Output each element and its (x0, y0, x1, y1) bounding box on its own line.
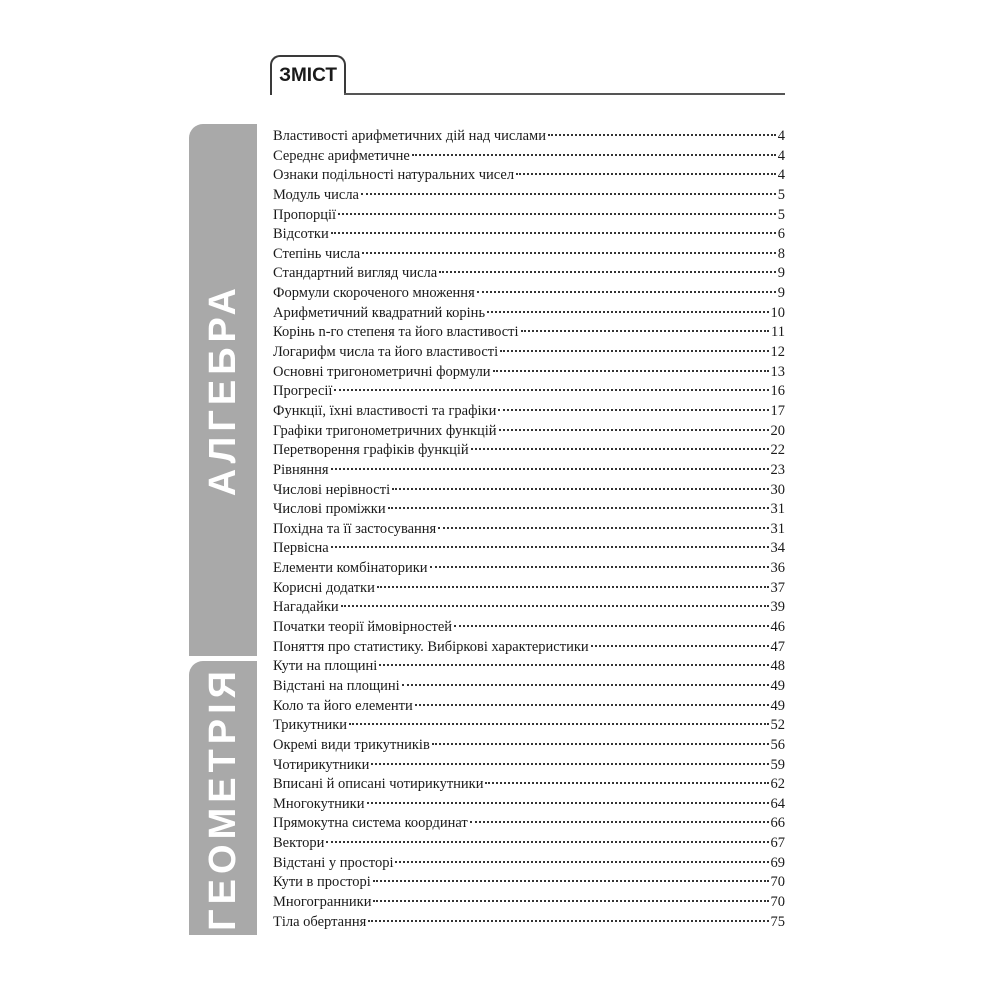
toc-entry-page: 4 (777, 147, 785, 164)
toc-entry-title: Елементи комбінаторики (273, 560, 428, 577)
toc-entry (273, 756, 785, 776)
toc-entry-page: 17 (770, 402, 785, 419)
toc-entry-title: Тіла обертання (273, 913, 367, 930)
toc-entry-page: 6 (777, 226, 785, 243)
toc-entry-page: 49 (770, 677, 785, 694)
dot-leader (477, 291, 776, 293)
toc-entry (273, 461, 785, 481)
toc-entry-title: Трикутники (273, 717, 348, 734)
toc-entry (273, 363, 785, 383)
toc-entry (273, 343, 785, 363)
toc-entry (273, 657, 785, 677)
toc-entry-title: Пропорції (273, 206, 337, 223)
toc-entry-page: 37 (770, 579, 785, 596)
toc-entry-title: Коло та його елементи (273, 697, 413, 714)
toc-entry-title: Відсотки (273, 226, 329, 243)
toc-entry-page: 56 (770, 736, 785, 753)
dot-leader (379, 664, 768, 666)
toc-entry-title: Кути в просторі (273, 874, 371, 891)
toc-entry-title: Прямокутна система координат (273, 815, 468, 832)
toc-entry (273, 795, 785, 815)
toc-entry-page: 5 (777, 206, 785, 223)
toc-entry (273, 677, 785, 697)
toc-entry (273, 245, 785, 265)
toc-entry-page: 13 (770, 363, 785, 380)
toc-entry (273, 264, 785, 284)
toc-entry-title: Арифметичний квадратний корінь (273, 304, 486, 321)
contents-header (270, 55, 785, 99)
toc-entry-title: Корінь n-го степеня та його властивості (273, 324, 519, 341)
dot-leader (439, 271, 776, 273)
dot-leader (334, 389, 768, 391)
dot-leader (349, 723, 768, 725)
geometry-section-label: ГЕОМЕТРІЯ (201, 665, 244, 931)
dot-leader (326, 841, 768, 843)
toc-entry-title: Вектори (273, 835, 325, 852)
toc-entry-page: 52 (770, 717, 785, 734)
toc-entry (273, 206, 785, 226)
toc-entry-title: Функції, їхні властивості та графіки (273, 402, 497, 419)
dot-leader (373, 900, 768, 902)
dot-leader (500, 350, 768, 352)
dot-leader (516, 173, 776, 175)
dot-leader (415, 704, 769, 706)
toc-entry-title: Перетворення графіків функцій (273, 442, 469, 459)
dot-leader (438, 527, 768, 529)
toc-entry (273, 481, 785, 501)
toc-entry-page: 64 (770, 795, 785, 812)
header-rule (344, 93, 785, 95)
toc-entry (273, 814, 785, 834)
geometry-section-tab (189, 661, 257, 935)
toc-entry-page: 67 (770, 835, 785, 852)
toc-entry-title: Числові проміжки (273, 501, 386, 518)
toc-entry (273, 775, 785, 795)
toc-entry (273, 913, 785, 933)
toc-entry (273, 716, 785, 736)
dot-leader (402, 684, 769, 686)
toc-entry-title: Графіки тригонометричних функцій (273, 422, 497, 439)
toc-entry-title: Стандартний вигляд числа (273, 265, 438, 282)
toc-entry (273, 422, 785, 442)
dot-leader (388, 507, 769, 509)
toc-entry-title: Вписані й описані чотирикутники (273, 776, 484, 793)
toc-entry (273, 323, 785, 343)
toc-entry-title: Середнє арифметичне (273, 147, 410, 164)
dot-leader (392, 488, 768, 490)
toc-entry (273, 579, 785, 599)
contents-title: ЗМІСТ (270, 55, 346, 95)
toc-entry-page: 8 (777, 245, 785, 262)
dot-leader (454, 625, 768, 627)
toc-entry (273, 873, 785, 893)
toc-entry-title: Числові нерівності (273, 481, 391, 498)
toc-entry-title: Поняття про статистику. Вибіркові характеристики (273, 638, 589, 655)
dot-leader (470, 821, 769, 823)
toc-entry-title: Прогресії (273, 383, 333, 400)
dot-leader (331, 232, 776, 234)
dot-leader (499, 429, 769, 431)
dot-leader (362, 252, 776, 254)
toc-entry-title: Відстані у просторі (273, 854, 394, 871)
dot-leader (331, 468, 769, 470)
dot-leader (341, 605, 769, 607)
toc-entry-title: Многогранники (273, 893, 372, 910)
toc-entry (273, 559, 785, 579)
toc-entry-page: 16 (770, 383, 785, 400)
toc-entry (273, 893, 785, 913)
algebra-section-tab (189, 124, 257, 656)
toc-entry-title: Окремі види трикутників (273, 736, 430, 753)
toc-entry-title: Властивості арифметичних дій над числами (273, 128, 546, 144)
toc-entry-page: 49 (770, 697, 785, 714)
toc-entry-page: 9 (777, 285, 785, 302)
dot-leader (432, 743, 769, 745)
toc-entry-title: Первісна (273, 540, 329, 557)
dot-leader (471, 448, 769, 450)
toc-entry-title: Основні тригонометричні формули (273, 363, 491, 380)
toc-entry (273, 520, 785, 540)
toc-entry-page: 69 (770, 854, 785, 871)
toc-entry-page: 22 (770, 442, 785, 459)
toc-entry-title: Степінь числа (273, 245, 361, 262)
toc-entry-page: 46 (770, 619, 785, 636)
toc-entry-title: Формули скороченого множення (273, 285, 475, 302)
toc-entry (273, 598, 785, 618)
toc-entry (273, 304, 785, 324)
dot-leader (493, 370, 769, 372)
toc-entry-page: 48 (770, 658, 785, 675)
dot-leader (412, 154, 776, 156)
dot-leader (368, 920, 768, 922)
toc-entry-title: Корисні додатки (273, 579, 375, 596)
toc-entry-page: 59 (770, 756, 785, 773)
toc-entry (273, 736, 785, 756)
toc-entry-title: Кути на площині (273, 658, 378, 675)
dot-leader (373, 880, 769, 882)
toc-entry-page: 36 (770, 560, 785, 577)
dot-leader (361, 193, 776, 195)
toc-entry-title: Многокутники (273, 795, 365, 812)
toc-entry-page: 66 (770, 815, 785, 832)
toc-entry-title: Модуль числа (273, 186, 359, 203)
toc-entry-page: 9 (777, 265, 785, 282)
dot-leader (430, 566, 769, 568)
toc-entry-title: Ознаки подільності натуральних чисел (273, 167, 515, 184)
dot-leader (338, 213, 776, 215)
toc-entry (273, 166, 785, 186)
toc-entry (273, 638, 785, 658)
dot-leader (395, 861, 768, 863)
toc-entry-title: Похідна та її застосування (273, 520, 437, 537)
dot-leader (485, 782, 768, 784)
table-of-contents (273, 127, 785, 932)
dot-leader (548, 134, 776, 136)
toc-entry-page: 47 (770, 638, 785, 655)
toc-entry (273, 441, 785, 461)
toc-entry (273, 402, 785, 422)
toc-entry (273, 382, 785, 402)
toc-entry-title: Відстані на площині (273, 677, 400, 694)
toc-entry (273, 147, 785, 167)
toc-entry-page: 23 (770, 461, 785, 478)
toc-entry-page: 11 (771, 324, 785, 341)
toc-entry-page: 12 (770, 344, 785, 361)
toc-entry (273, 834, 785, 854)
toc-entry (273, 284, 785, 304)
dot-leader (521, 330, 769, 332)
toc-entry-page: 75 (770, 913, 785, 930)
dot-leader (487, 311, 768, 313)
dot-leader (591, 645, 769, 647)
dot-leader (331, 546, 769, 548)
algebra-section-label: АЛГЕБРА (201, 283, 244, 497)
dot-leader (367, 802, 769, 804)
toc-entry-title: Початки теорії ймовірностей (273, 619, 453, 636)
toc-entry-page: 5 (777, 186, 785, 203)
toc-entry (273, 618, 785, 638)
dot-leader (498, 409, 768, 411)
toc-entry-title: Нагадайки (273, 599, 339, 616)
toc-entry-title: Рівняння (273, 461, 329, 478)
toc-entry-page: 4 (777, 128, 785, 144)
toc-entry-page: 39 (770, 599, 785, 616)
toc-entry (273, 186, 785, 206)
toc-entry-page: 10 (770, 304, 785, 321)
dot-leader (371, 763, 768, 765)
toc-entry (273, 500, 785, 520)
toc-entry-page: 34 (770, 540, 785, 557)
dot-leader (377, 586, 769, 588)
toc-entry-page: 70 (770, 874, 785, 891)
toc-entry-title: Логарифм числа та його властивості (273, 344, 499, 361)
toc-entry-page: 62 (770, 776, 785, 793)
toc-entry (273, 225, 785, 245)
toc-entry (273, 697, 785, 717)
toc-entry-page: 31 (770, 520, 785, 537)
toc-entry (273, 539, 785, 559)
toc-entry (273, 854, 785, 874)
toc-entry-page: 30 (770, 481, 785, 498)
toc-entry-page: 31 (770, 501, 785, 518)
toc-entry (273, 127, 785, 147)
toc-entry-page: 70 (770, 893, 785, 910)
toc-entry-page: 4 (777, 167, 785, 184)
toc-entry-title: Чотирикутники (273, 756, 370, 773)
toc-entry-page: 20 (770, 422, 785, 439)
